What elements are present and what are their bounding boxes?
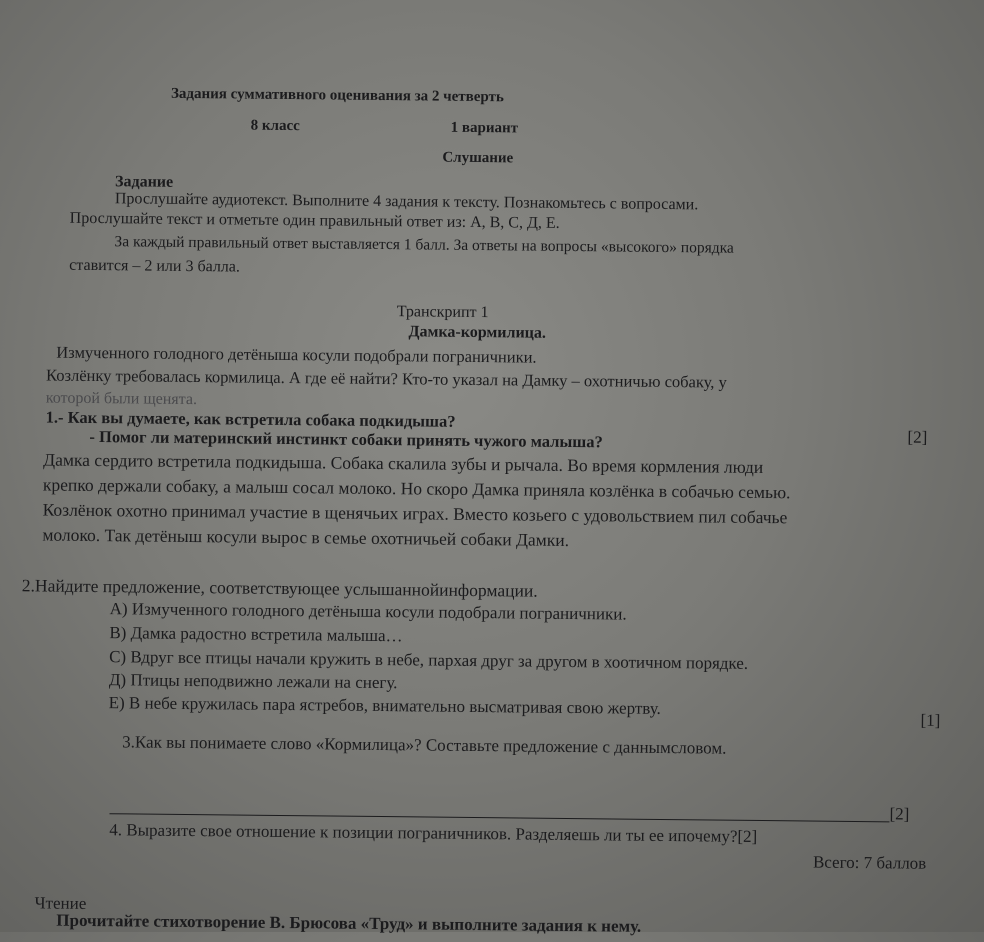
question-2: 2.Найдите предложение, соответствующее услышаннойинформации.	[21, 575, 538, 601]
q1-text-line: крепко держали собаку, а малыш сосал молоко. Но скоро Дамка приняла козлёнка в собачью семью.	[42, 474, 791, 503]
question-1-points: [2]	[907, 427, 928, 447]
question-2-option-b: В) Дамка радостно встретила малыша…	[109, 623, 403, 646]
task-instruction-2: Прослушайте текст и отметьте один правильный ответ из: А, В, С, Д, Е.	[69, 209, 560, 232]
question-2-option-e: Е) В небе кружилась пара ястребов, внимательно высматривая свою жертву.	[108, 693, 661, 718]
question-3-points: [2]	[889, 804, 910, 824]
question-2-points: [1]	[920, 710, 941, 730]
q1-text-line: молоко. Так детёныш косули вырос в семье охотничьей собаки Дамки.	[42, 524, 570, 550]
transcript-label: Транскрипт 1	[396, 303, 489, 322]
grade-label: 8 класс	[250, 117, 300, 135]
question-1-sub: - Помог ли материнский инстинкт собаки принять чужого малыша?	[89, 426, 603, 452]
question-3: 3.Как вы понимаете слово «Кормилица»? Составьте предложение с даннымсловом.	[122, 732, 727, 758]
transcript-line: Измученного голодного детёныша косули подобрали пограничники.	[56, 342, 537, 367]
task-instruction-3: За каждый правильный ответ выставляется 1 балл. За ответы на вопросы «высокого» порядка	[114, 233, 734, 257]
task-instruction-1: Прослушайте аудиотекст. Выполните 4 задания к тексту. Познакомьтесь с вопросами.	[114, 190, 699, 214]
question-2-option-c: С) Вдруг все птицы начали кружить в небе, пархая друг за другом в хоотичном порядке.	[109, 647, 749, 673]
transcript-title: Дамка-кормилица.	[408, 323, 547, 342]
task-label: Задание	[115, 173, 174, 191]
question-2-option-d: Д) Птицы неподвижно лежали на снегу.	[108, 670, 398, 693]
q1-text-line: Козлёнок охотно принимал участие в щенячьих играх. Вместо козьего с удовольствием пил собачье	[42, 499, 788, 528]
reading-label: Чтение	[34, 893, 87, 913]
transcript-line: которой были щенята.	[45, 389, 198, 409]
question-1: 1.- Как вы думаете, как встретила собака подкидыша?	[45, 407, 456, 431]
task-instruction-4: ставится – 2 или 3 балла.	[69, 256, 241, 276]
question-2-option-a: А) Измученного голодного детёныша косули подобрали пограничники.	[109, 599, 627, 624]
variant-label: 1 вариант	[450, 119, 519, 137]
reading-instruction: Прочитайте стихотворение В. Брюсова «Труд» и выполните задания к нему.	[56, 910, 642, 936]
transcript-line: Козлёнку требовалась кормилица. А где её найти? Кто-то указал на Дамку – охотничью собаку, у	[45, 365, 727, 392]
section-title: Слушание	[442, 149, 514, 167]
question-4: 4. Выразите свое отношение к позиции пограничников. Разделяешь ли ты ее ипочему?[2]	[109, 820, 758, 846]
total-score: Всего: 7 баллов	[812, 852, 927, 873]
q1-text-line: Дамка сердито встретила подкидыша. Собака скалила зубы и рычала. Во время кормления люди	[43, 449, 764, 478]
page-title: Задания суммативного оценивания за 2 четверть	[170, 85, 504, 106]
